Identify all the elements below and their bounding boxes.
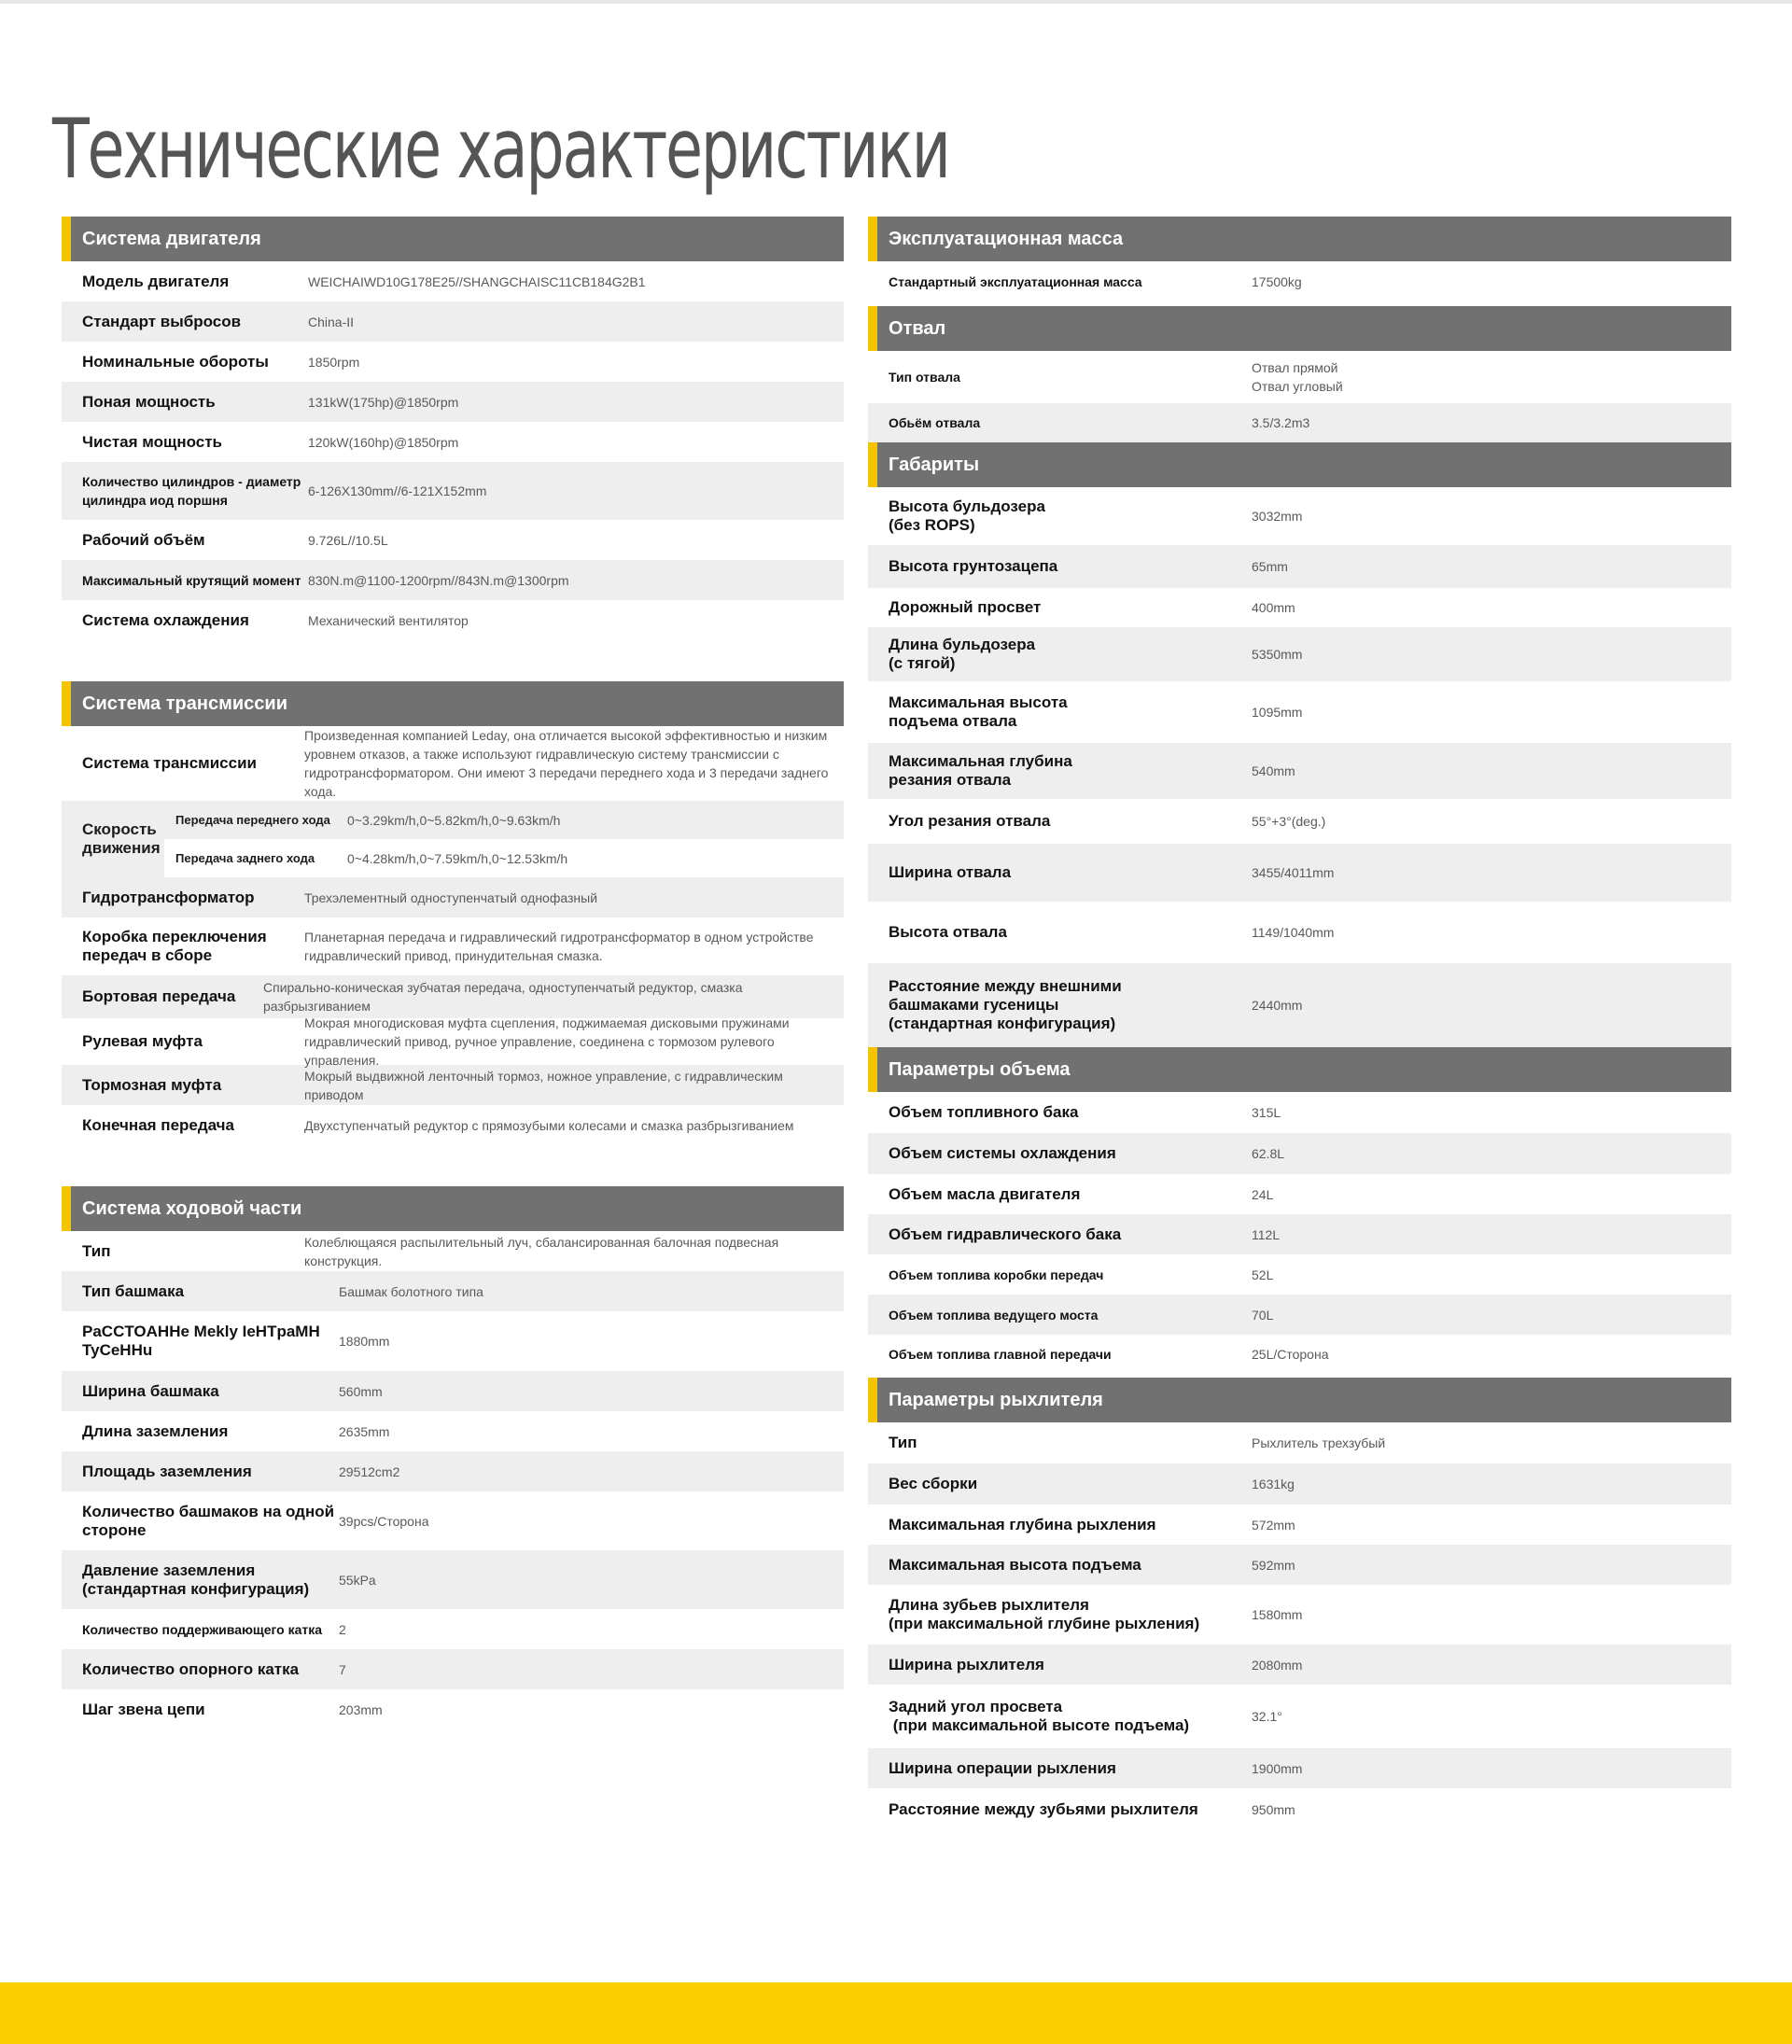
spec-value-line: Отвал прямой xyxy=(1252,360,1338,375)
spec-label: Максимальная высота подъема xyxy=(889,1555,1141,1574)
spec-value: 1880mm xyxy=(339,1334,390,1349)
spec-label: Тип башмака xyxy=(82,1281,185,1300)
spec-row xyxy=(868,1463,1731,1505)
spec-row xyxy=(868,1585,1731,1645)
spec-value: 29512cm2 xyxy=(339,1463,400,1479)
spec-value: 1095mm xyxy=(1252,705,1303,720)
spec-label: Максимальная глубина рыхления xyxy=(889,1515,1156,1533)
spec-label: Тормозная муфта xyxy=(82,1075,222,1094)
section-header: Система ходовой части xyxy=(62,1186,844,1231)
spec-label: Стандартный эксплуатационная масса xyxy=(889,274,1142,289)
spec-value: Колеблющаяся распылительный луч, сбалансированная балочная подвесная конструкция. xyxy=(304,1234,779,1268)
spec-row xyxy=(868,799,1731,844)
spec-label: Максимальный крутящий момент xyxy=(82,572,301,588)
spec-value: 1631kg xyxy=(1252,1477,1295,1491)
spec-label: Обьём отвала xyxy=(889,415,981,430)
undercarriage-section xyxy=(62,1186,844,1729)
speed-sub-label: Передача переднего хода xyxy=(175,813,330,827)
right-column xyxy=(868,217,1731,1831)
spec-label-line: (с тягой) xyxy=(889,654,956,672)
spec-label: Объем гидравлического бака xyxy=(889,1225,1122,1243)
spec-value: Произведенная компанией Leday, она отличается высокой эффективностью и низким уровнем отказов, а также используют гидравлическую систему трансмиссии с гидротрансформатором. Они имеют 3 передачи переднего хода и 3 передачи заднего хода. xyxy=(304,728,829,799)
spec-label xyxy=(868,977,1252,1033)
spec-row xyxy=(62,1105,844,1145)
spec-row xyxy=(868,261,1731,302)
spec-row xyxy=(62,520,844,560)
spec-label: Объем топлива главной передачи xyxy=(889,1347,1112,1362)
spec-value: 62.8L xyxy=(1252,1146,1285,1161)
spec-label: Объем масла двигателя xyxy=(889,1184,1081,1203)
section-header: Габариты xyxy=(868,442,1731,487)
spec-row xyxy=(62,1311,844,1371)
spec-value: 950mm xyxy=(1252,1802,1295,1817)
spec-label: Скорость движения xyxy=(82,820,161,857)
spec-label: Чистая мощность xyxy=(82,432,223,451)
spec-value: 2635mm xyxy=(339,1423,390,1439)
spec-label: Количество поддерживающего катка xyxy=(82,1621,323,1637)
spec-label: Объем топливного бака xyxy=(889,1103,1079,1121)
spec-label xyxy=(868,1698,1252,1735)
spec-label: Высота грунтозацепа xyxy=(889,557,1058,575)
spec-value: 5350mm xyxy=(1252,647,1303,662)
spec-row xyxy=(868,487,1731,545)
spec-label xyxy=(868,636,1252,673)
spec-label xyxy=(868,497,1252,535)
spec-label xyxy=(868,752,1252,790)
blade-section xyxy=(868,306,1731,442)
spec-label-line: (без ROPS) xyxy=(889,516,975,534)
spec-label: Объем топлива коробки передач xyxy=(889,1267,1104,1282)
spec-row xyxy=(868,1133,1731,1174)
speed-row xyxy=(164,801,844,839)
spec-value: 131kW(175hp)@1850rpm xyxy=(308,394,459,410)
spec-row xyxy=(868,844,1731,902)
spec-label: Рабочий объём xyxy=(82,530,205,549)
spec-value: Башмак болотного типа xyxy=(339,1283,483,1299)
section-header: Эксплуатационная масса xyxy=(868,217,1731,261)
spec-row xyxy=(868,545,1731,588)
spec-label: Конечная передача xyxy=(82,1115,235,1134)
spec-label: Количество цилиндров - диаметр цилиндра иод поршня xyxy=(82,474,301,508)
spec-row xyxy=(62,1609,844,1649)
spec-label: Количество башмаков на одной стороне xyxy=(82,1502,335,1539)
spec-label: Тип xyxy=(82,1241,111,1260)
spec-value xyxy=(1252,358,1731,396)
spec-label-line: Максимальная глубина xyxy=(889,752,1072,770)
spec-row xyxy=(868,1748,1731,1788)
spec-label: Расстояние между зубьями рыхлителя xyxy=(889,1800,1198,1818)
spec-value: 55°+3°(deg.) xyxy=(1252,814,1326,829)
spec-label: Поная мощность xyxy=(82,392,216,411)
spec-label-line: Расстояние между внешними xyxy=(889,977,1122,995)
ripper-section xyxy=(868,1378,1731,1831)
section-header: Параметры рыхлителя xyxy=(868,1378,1731,1422)
spec-value: Мокрая многодисковая муфта сцепления, поджимаемая дисковыми пружинами гидравлический привод, ручное управление, соединена с тормозом рулевого управления. xyxy=(304,1015,790,1068)
spec-label: Количество опорного катка xyxy=(82,1659,300,1678)
spec-value: 25L/Сторона xyxy=(1252,1347,1329,1362)
spec-label: PaCCTOAHHe Mekly IeHTpaMH TyCeHHu xyxy=(82,1323,320,1359)
spec-label-line: (при максимальной высоте подъема) xyxy=(889,1716,1190,1734)
spec-row xyxy=(868,1335,1731,1374)
spec-value: 9.726L//10.5L xyxy=(308,532,388,548)
spec-label: Длина заземления xyxy=(82,1421,229,1440)
spec-label: Ширина отвала xyxy=(889,863,1012,881)
spec-row xyxy=(62,917,844,975)
spec-label: Давление заземления (стандартная конфигурация) xyxy=(82,1561,310,1598)
spec-value: 572mm xyxy=(1252,1517,1295,1533)
page-title: Технические характеристики xyxy=(52,101,949,197)
spec-value: 3455/4011mm xyxy=(1252,865,1335,880)
spec-value: 0~3.29km/h,0~5.82km/h,0~9.63km/h xyxy=(347,812,561,828)
spec-value: 315L xyxy=(1252,1105,1281,1120)
spec-value: Рыхлитель трехзубый xyxy=(1252,1435,1386,1450)
spec-row xyxy=(62,261,844,301)
spec-value: 52L xyxy=(1252,1267,1274,1282)
spec-label-line: Максимальная высота xyxy=(889,693,1068,711)
spec-value: 560mm xyxy=(339,1383,383,1399)
spec-row xyxy=(868,1295,1731,1335)
mass-section xyxy=(868,217,1731,302)
spec-row xyxy=(62,975,844,1018)
spec-row xyxy=(62,1550,844,1609)
spec-row xyxy=(62,726,844,801)
spec-row xyxy=(62,1065,844,1105)
spec-value: 65mm xyxy=(1252,559,1288,574)
transmission-section xyxy=(62,681,844,1145)
spec-value: 1900mm xyxy=(1252,1760,1303,1776)
spec-label-line: (при максимальной глубине рыхления) xyxy=(889,1615,1200,1632)
spec-label: Шаг звена цепи xyxy=(82,1700,205,1718)
spec-label: Тип отвала xyxy=(889,370,960,385)
spec-row xyxy=(868,743,1731,799)
spec-label: Высота отвала xyxy=(889,923,1007,941)
spec-value: 112L xyxy=(1252,1226,1281,1242)
spec-label: Система трансмиссии xyxy=(82,754,257,772)
spec-row xyxy=(868,1788,1731,1831)
spec-label-line: резания отвала xyxy=(889,771,1012,789)
spec-row xyxy=(62,1231,844,1271)
spec-value-line: Отвал угловый xyxy=(1252,379,1343,394)
section-header: Параметры объема xyxy=(868,1047,1731,1092)
spec-row xyxy=(62,1491,844,1550)
spec-value: 120kW(160hp)@1850rpm xyxy=(308,434,459,450)
spec-row xyxy=(868,963,1731,1047)
spec-label: Площадь заземления xyxy=(82,1462,252,1480)
spec-row xyxy=(62,1271,844,1311)
spec-row xyxy=(62,877,844,917)
spec-row xyxy=(62,560,844,600)
spec-label-line: (стандартная конфигурация) xyxy=(889,1015,1116,1032)
spec-row xyxy=(868,1422,1731,1463)
spec-row xyxy=(868,627,1731,681)
spec-value: Планетарная передача и гидравлический гидротрансформатор в одном устройстве гидравлический привод, принудительная смазка. xyxy=(304,930,814,963)
dimensions-section xyxy=(868,442,1731,1047)
spec-label: Рулевая муфта xyxy=(82,1032,203,1050)
speed-rows xyxy=(164,801,844,877)
spec-value: 0~4.28km/h,0~7.59km/h,0~12.53km/h xyxy=(347,850,568,866)
spec-row xyxy=(62,1015,844,1068)
spec-value: Мокрый выдвижной ленточный тормоз, ножное управление, с гидравлическим приводом xyxy=(304,1068,783,1102)
spec-row xyxy=(62,1371,844,1411)
spec-label: Объем системы охлаждения xyxy=(889,1144,1116,1162)
spec-row xyxy=(62,1649,844,1689)
spec-value: Спирально-коническая зубчатая передача, одноступенчатый редуктор, смазка разбрызгиванием xyxy=(263,980,743,1014)
spec-label: Ширина рыхлителя xyxy=(889,1655,1044,1673)
spec-value: 1580mm xyxy=(1252,1607,1303,1622)
spec-row xyxy=(62,382,844,422)
spec-label: Стандарт выбросов xyxy=(82,312,242,330)
spec-value: 7 xyxy=(339,1661,346,1677)
spec-row xyxy=(868,1174,1731,1214)
spec-row xyxy=(868,1505,1731,1545)
speed-row xyxy=(164,839,844,877)
spec-row xyxy=(62,422,844,462)
spec-value: WEICHAIWD10G178E25//SHANGCHAISC11CB184G2B1 xyxy=(308,273,646,289)
spec-value: 540mm xyxy=(1252,763,1295,778)
spec-label: Гидротрансформатор xyxy=(82,888,255,906)
spec-label: Объем топлива ведущего моста xyxy=(889,1307,1099,1323)
spec-value: 6-126X130mm//6-121X152mm xyxy=(308,483,487,498)
spec-row xyxy=(868,1254,1731,1295)
spec-value: 203mm xyxy=(339,1701,383,1717)
spec-label xyxy=(868,693,1252,731)
spec-label-line: Длина бульдозера xyxy=(889,636,1036,653)
spec-label: Угол резания отвала xyxy=(889,812,1051,830)
spec-row xyxy=(868,1685,1731,1748)
spec-value: Двухступенчатый редуктор с прямозубыми колесами и смазка разбрызгиванием xyxy=(304,1117,794,1133)
section-header: Система трансмиссии xyxy=(62,681,844,726)
spec-label: Бортовая передача xyxy=(82,987,236,1005)
spec-label: Ширина башмака xyxy=(82,1381,219,1400)
spec-label: Дорожный просвет xyxy=(889,598,1042,616)
spec-value: Механический вентилятор xyxy=(308,612,469,628)
spec-row xyxy=(868,681,1731,743)
spec-value: 830N.m@1100-1200rpm//843N.m@1300rpm xyxy=(308,572,569,588)
spec-row xyxy=(868,1645,1731,1685)
spec-value: 1850rpm xyxy=(308,354,360,370)
spec-value: Трехэлементный одноступенчатый однофазный xyxy=(304,889,598,905)
spec-row xyxy=(62,301,844,342)
spec-label xyxy=(868,1596,1252,1633)
spec-value: 32.1° xyxy=(1252,1709,1282,1724)
left-column xyxy=(62,217,844,1771)
spec-row xyxy=(868,1092,1731,1133)
spec-row xyxy=(868,1214,1731,1254)
spec-label-line: подъема отвала xyxy=(889,712,1017,730)
spec-value: 24L xyxy=(1252,1186,1274,1202)
spec-row xyxy=(62,1451,844,1491)
spec-label: Вес сборки xyxy=(889,1475,978,1492)
spec-value: 2080mm xyxy=(1252,1657,1303,1673)
spec-label: Тип xyxy=(889,1434,917,1451)
spec-row xyxy=(62,1689,844,1729)
volumes-section xyxy=(868,1047,1731,1374)
section-header: Отвал xyxy=(868,306,1731,351)
spec-row xyxy=(868,403,1731,442)
spec-label: Ширина операции рыхления xyxy=(889,1758,1116,1777)
spec-row xyxy=(868,588,1731,627)
spec-row xyxy=(62,1411,844,1451)
spec-label-line: Задний угол просвета xyxy=(889,1698,1063,1715)
speed-block xyxy=(62,801,844,877)
section-header: Система двигателя xyxy=(62,217,844,261)
spec-label-line: башмаками гусеницы xyxy=(889,996,1059,1014)
speed-sub-label: Передача заднего хода xyxy=(175,851,315,865)
spec-value: China-II xyxy=(308,314,355,329)
spec-label-line: Высота бульдозера xyxy=(889,497,1045,515)
spec-value: 2 xyxy=(339,1621,346,1637)
footer-band xyxy=(0,1982,1792,2044)
spec-row xyxy=(62,462,844,520)
spec-value: 70L xyxy=(1252,1307,1274,1323)
spec-row xyxy=(868,1545,1731,1585)
spec-label: Система охлаждения xyxy=(82,610,249,629)
spec-row xyxy=(868,902,1731,963)
spec-value: 55kPa xyxy=(339,1572,376,1588)
spec-label: Номинальные обороты xyxy=(82,352,269,371)
spec-value: 17500kg xyxy=(1252,274,1302,289)
engine-section xyxy=(62,217,844,640)
spec-label: Коробка переключения передач в сборе xyxy=(82,928,267,964)
spec-label: Модель двигателя xyxy=(82,272,230,290)
spec-row xyxy=(62,600,844,640)
spec-value: 39pcs/Сторона xyxy=(339,1513,429,1529)
top-divider xyxy=(0,0,1792,4)
spec-value: 3.5/3.2m3 xyxy=(1252,415,1310,430)
spec-row xyxy=(62,342,844,382)
spec-label-line: Длина зубьев рыхлителя xyxy=(889,1596,1089,1614)
spec-value: 2440mm xyxy=(1252,998,1303,1013)
spec-row xyxy=(868,351,1731,403)
spec-value: 3032mm xyxy=(1252,509,1303,524)
spec-value: 400mm xyxy=(1252,600,1295,615)
spec-value: 1149/1040mm xyxy=(1252,925,1335,940)
spec-value: 592mm xyxy=(1252,1557,1295,1573)
